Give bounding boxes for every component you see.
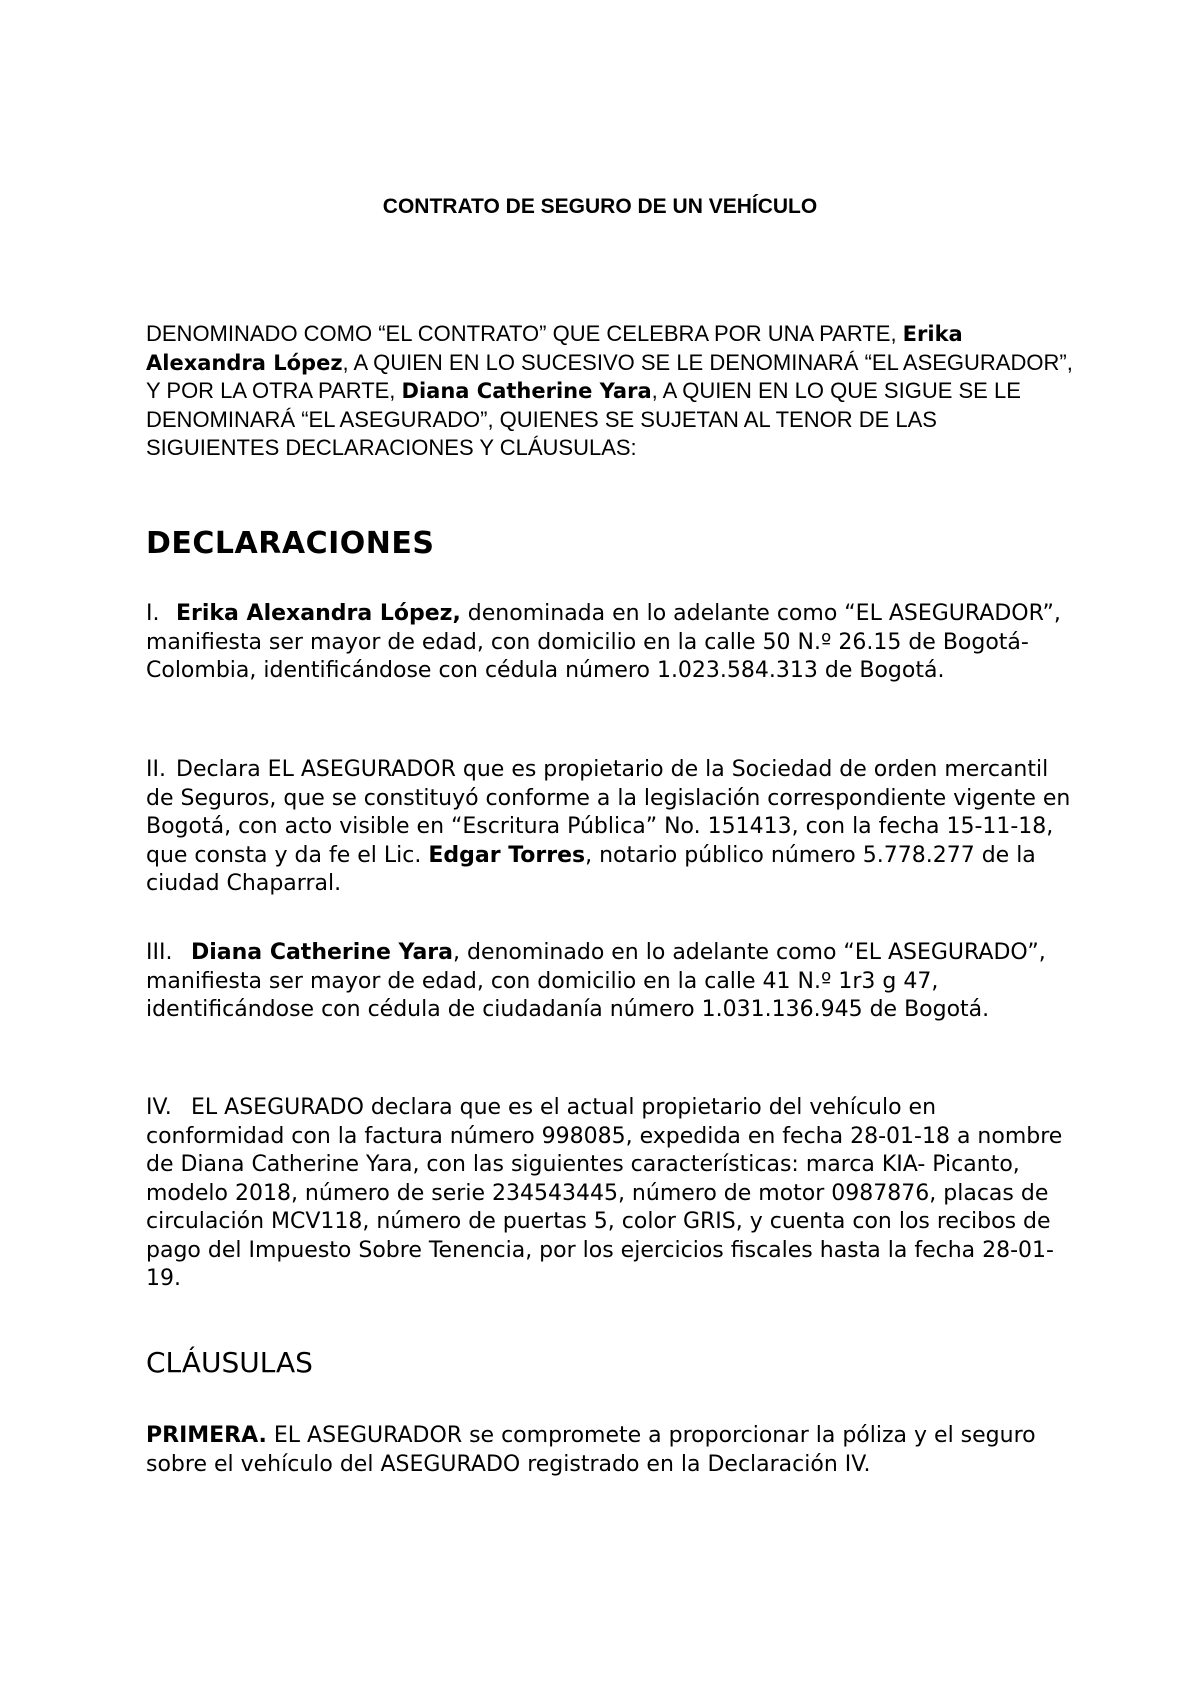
clausulas-heading: CLÁUSULAS [146,1346,313,1379]
declaracion-number: II. [146,757,166,782]
intro-text-3: , A QUIEN EN LO QUE SIGUE SE LE DENOMINARÁ “EL ASEGURADO”, QUIENES SE SUJETAN AL TENOR DE LAS SIGUIENTES DECLARACIONES Y CLÁUSULAS: [146,378,1021,460]
declaracion-4 [146,1094,1076,1294]
declaracion-number: IV. [146,1095,172,1120]
declaracion-2 [146,756,1076,899]
declaracion-bold-name: Edgar Torres [428,842,586,868]
declaracion-text-end: , notario público número 5.778.277 de la ciudad Chaparral. [146,842,1036,896]
document-title: CONTRATO DE SEGURO DE UN VEHÍCULO [382,195,818,218]
intro-text-2: , A QUIEN EN LO SUCESIVO SE LE DENOMINARÁ “EL ASEGURADOR”, Y POR LA OTRA PARTE, [146,349,1073,403]
intro-party-insurer: Erika Alexandra López [146,322,963,375]
intro-paragraph [146,320,1076,463]
declaracion-text: EL ASEGURADO declara que es el actual propietario del vehículo en conformidad con la factura número 998085, expedida en fecha 28-01-18 a nombre de Diana Catherine Yara, con las siguientes características: marca KIA- Picanto, modelo 2018, número de serie 234543445, número de motor 0987876, placas de circulación MCV118, número de puertas 5, color GRIS, y cuenta con los recibos de pago del Impuesto Sobre Tenencia, por los ejercicios fiscales hasta la fecha 28-01-19. [146,1095,1063,1291]
declaracion-1 [146,600,1076,686]
declaracion-text: Declara EL ASEGURADOR que es propietario de la Sociedad de orden mercantil de Seguros, que se constituyó conforme a la legislación correspondiente vigente en Bogotá, con acto visible en “Escritura Pública” No. 151413, con la fecha 15-11-18, que consta y da fe el Lic. [146,757,1071,868]
declaraciones-heading: DECLARACIONES [146,526,435,561]
clausula-primera [146,1422,1076,1479]
declaracion-text: denominada en lo adelante como “EL ASEGURADOR”, manifiesta ser mayor de edad, con domicilio en la calle 50 N.º 26.15 de Bogotá- Colombia, identificándose con cédula número 1.023.584.313 de Bogotá. [146,601,1061,683]
clausula-label: PRIMERA. [146,1423,267,1448]
declaracion-bold-name: Diana Catherine Yara [191,940,453,965]
declaracion-bold-name: Erika Alexandra López, [176,601,461,626]
declaracion-number: I. [146,601,160,626]
declaracion-3 [146,939,1076,1025]
clausula-text: EL ASEGURADOR se compromete a proporcionar la póliza y el seguro sobre el vehículo del ASEGURADO registrado en la Declaración IV. [146,1423,1036,1477]
intro-text-1: DENOMINADO COMO “EL CONTRATO” QUE CELEBRA POR UNA PARTE, [146,321,903,346]
declaracion-number: III. [146,940,173,965]
declaracion-text: , denominado en lo adelante como “EL ASEGURADO”, manifiesta ser mayor de edad, con domicilio en la calle 41 N.º 1r3 g 47, identificándose con cédula de ciudadanía número 1.031.136.945 de Bogotá. [146,940,1046,1022]
intro-party-insured: Diana Catherine Yara [401,379,652,403]
